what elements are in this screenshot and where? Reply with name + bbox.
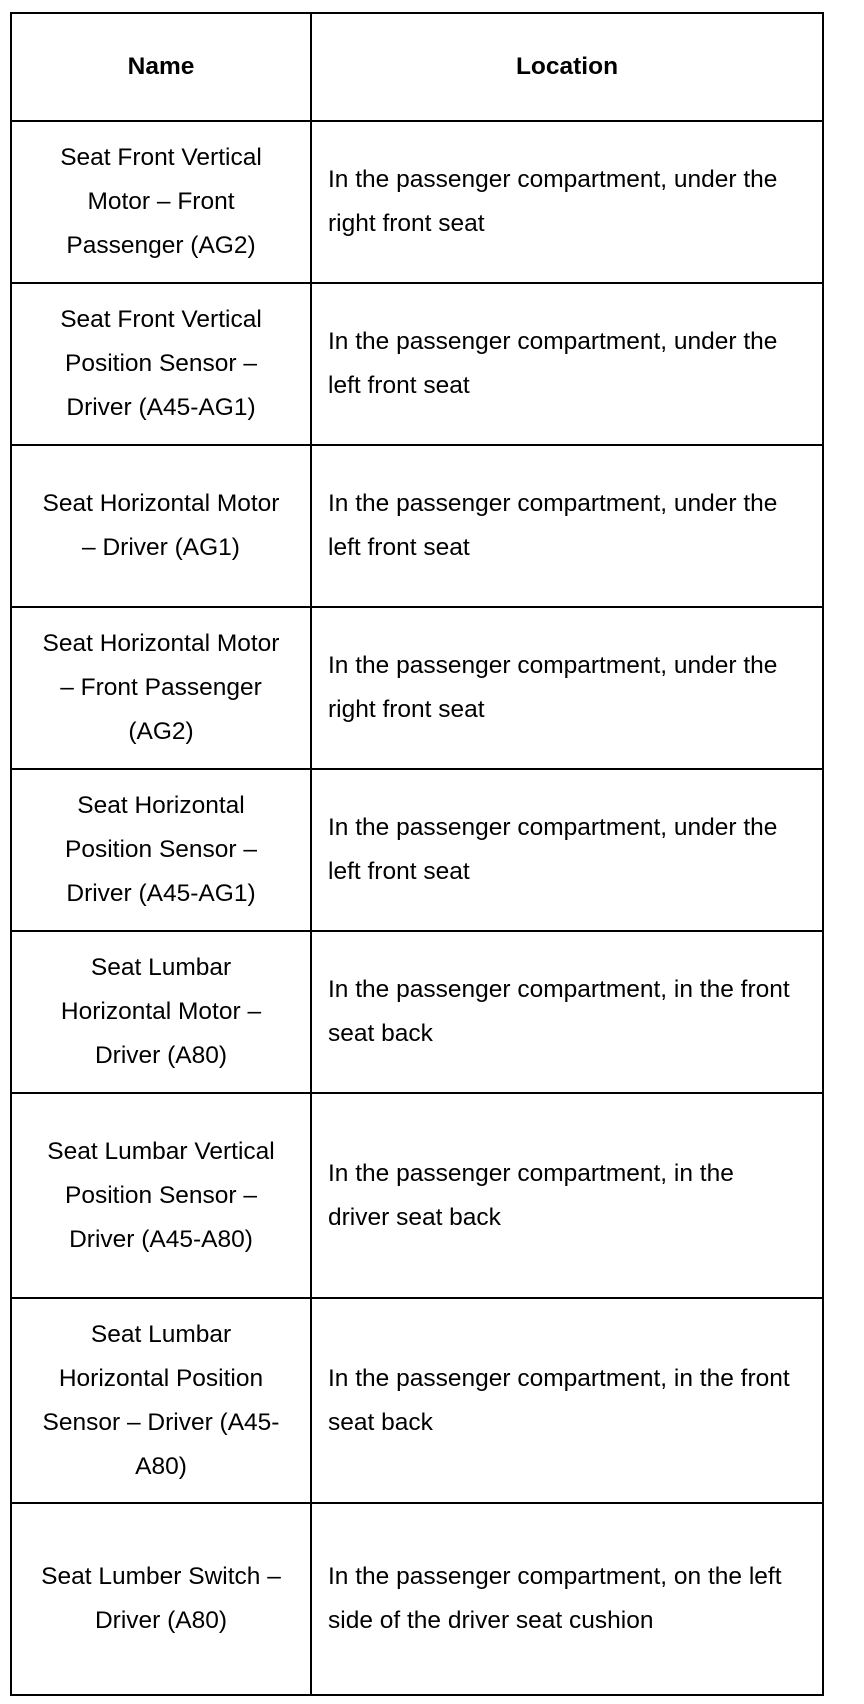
component-name-cell: Seat Front Vertical Motor – Front Passenger (AG2) xyxy=(11,121,311,283)
table-header-row xyxy=(11,13,823,121)
component-name-cell: Seat Horizontal Position Sensor – Driver (A45-AG1) xyxy=(11,769,311,931)
component-location-cell: In the passenger compartment, under the left front seat xyxy=(311,769,823,931)
component-name-cell: Seat Lumber Switch – Driver (A80) xyxy=(11,1503,311,1695)
table-row xyxy=(11,769,823,931)
component-location-cell: In the passenger compartment, under the left front seat xyxy=(311,445,823,607)
table-row xyxy=(11,1298,823,1503)
column-header-location: Location xyxy=(311,13,823,121)
table-row xyxy=(11,121,823,283)
component-location-cell: In the passenger compartment, under the right front seat xyxy=(311,121,823,283)
table-row xyxy=(11,607,823,769)
table-row xyxy=(11,931,823,1093)
component-name-cell: Seat Horizontal Motor – Front Passenger (AG2) xyxy=(11,607,311,769)
table-row xyxy=(11,283,823,445)
table-row xyxy=(11,1093,823,1298)
column-header-name: Name xyxy=(11,13,311,121)
component-location-cell: In the passenger compartment, under the right front seat xyxy=(311,607,823,769)
component-location-cell: In the passenger compartment, under the left front seat xyxy=(311,283,823,445)
component-name-cell: Seat Lumbar Vertical Position Sensor – Driver (A45-A80) xyxy=(11,1093,311,1298)
component-name-cell: Seat Lumbar Horizontal Position Sensor – Driver (A45-A80) xyxy=(11,1298,311,1503)
table-row xyxy=(11,1503,823,1695)
component-location-table xyxy=(10,12,824,1696)
component-name-cell: Seat Front Vertical Position Sensor – Driver (A45-AG1) xyxy=(11,283,311,445)
component-location-cell: In the passenger compartment, in the driver seat back xyxy=(311,1093,823,1298)
component-location-cell: In the passenger compartment, in the front seat back xyxy=(311,931,823,1093)
component-name-cell: Seat Lumbar Horizontal Motor – Driver (A80) xyxy=(11,931,311,1093)
component-location-cell: In the passenger compartment, in the front seat back xyxy=(311,1298,823,1503)
component-location-cell: In the passenger compartment, on the left side of the driver seat cushion xyxy=(311,1503,823,1695)
table-row xyxy=(11,445,823,607)
component-name-cell: Seat Horizontal Motor – Driver (AG1) xyxy=(11,445,311,607)
